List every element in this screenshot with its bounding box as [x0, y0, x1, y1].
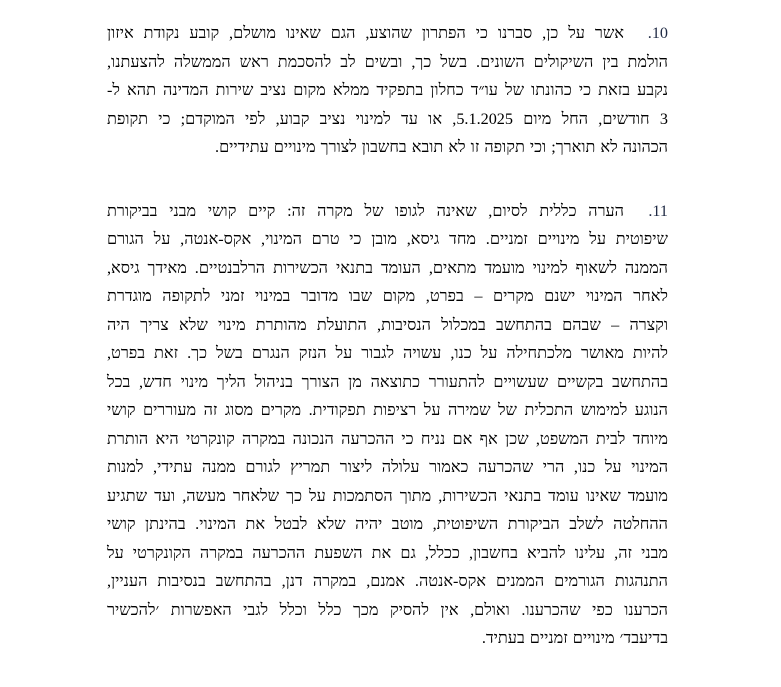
paragraph-number: 11.: [648, 201, 668, 220]
paragraph-line: הכרענו כפי שהכרענו. ואולם, אין להסיק מכך כלל וכלל לגבי האפשרות ׳להכשיר: [107, 600, 668, 619]
paragraph-line: הנוגע למימוש התכלית של שמירה על רציפות תפקודית. מקרים מסוג זה מעוררים קושי: [107, 401, 668, 419]
paragraph-line: מיוחד לבית המשפט, שכן אף אם נניח כי ההכרעה הנכונה במקרה קונקרטי היא הותרת: [107, 429, 668, 448]
paragraph-line: בדיעבד׳ מינויים זמניים בעתיד.: [481, 629, 668, 647]
document-page: [107, 19, 668, 653]
paragraph-line: הכהונה לא תוארך; וכי תקופה זו לא תובא בחשבון לצורך מינויים עתידיים.: [215, 138, 668, 156]
paragraph-line: לאחר המינוי ישנם מקרים – בפרט, מקום שבו מדובר במינוי זמני לתקופה מוגדרת: [107, 287, 668, 305]
paragraph-line: הממנה לשאוף למינוי מועמד מתאים, העומד בתנאי הכשירות הרלבנטיים. מאידך גיסא,: [107, 258, 668, 277]
paragraph-line: וקצרה – שבהם בהתחשב במכלול הנסיבות, התועלת מהותרת מינוי שלא צריך היה: [107, 315, 668, 334]
paragraph-line: הולמת בין השיקולים השונים. בשל כך, ובשים לב להסכמת ראש הממשלה להצעתנו,: [107, 52, 668, 71]
paragraph-line: שיפוטית על מינויים זמניים. מחד גיסא, מובן כי טרם המינוי, אקס-אנטה, על הגורם: [107, 230, 668, 248]
paragraph-line: המינוי על כנו, הרי שהכרעה כאמור עלולה ליצור תמריץ לגורם ממנה עתידי, למנות: [107, 458, 668, 476]
paragraph-line: בהתחשב בקשיים שעשויים להתעורר כתוצאה מן הצורך בניהול הליך מינוי חדש, בכל: [107, 372, 668, 391]
paragraph-line: 10.אשר על כן, סברנו כי הפתרון שהוצע, הגם שאינו מושלם, קובע נקודת איזון: [107, 19, 668, 48]
paragraph-10: [107, 19, 668, 162]
paragraph-number: 10.: [647, 24, 668, 42]
paragraph-11: [107, 197, 668, 653]
paragraph-line: נקבע בזאת כי כהונתו של עו״ד כחלון בתפקיד ממלא מקום נציב שירות המדינה תהא ל-: [107, 81, 668, 99]
paragraph-line: מבני זה, עלינו להביא בחשבון, ככלל, גם את השפעת ההכרעה במקרה הקונקרטי על: [107, 543, 668, 562]
paragraph-line: 3 חודשים, החל מיום 5.1.2025, או עד למינוי נציב קבוע, לפי המוקדם; כי תקופת: [107, 109, 668, 128]
paragraph-line: להיות מאושר מלכתחילה על כנו, עשויה לגבור על הנזק הנגרם בשל כך. זאת בפרט,: [107, 344, 668, 362]
paragraph-line: ההחלטה לשלב הביקורת השיפוטית, מוטב יהיה שלא לבטל את המינוי. בהינתן קושי: [107, 515, 668, 533]
paragraph-line: מועמד שאינו עומד בתנאי הכשירות, מתוך הסתמכות על כך שלאחר מעשה, ועד שתגיע: [107, 486, 668, 505]
paragraph-line: 11.הערה כללית לסיום, שאינה לגופו של מקרה זה: קיים קושי מבני בביקורת: [107, 197, 668, 226]
paragraph-line: התנהגות הגורמים הממנים אקס-אנטה. אמנם, במקרה דנן, בהתחשב בנסיבות העניין,: [107, 572, 668, 590]
